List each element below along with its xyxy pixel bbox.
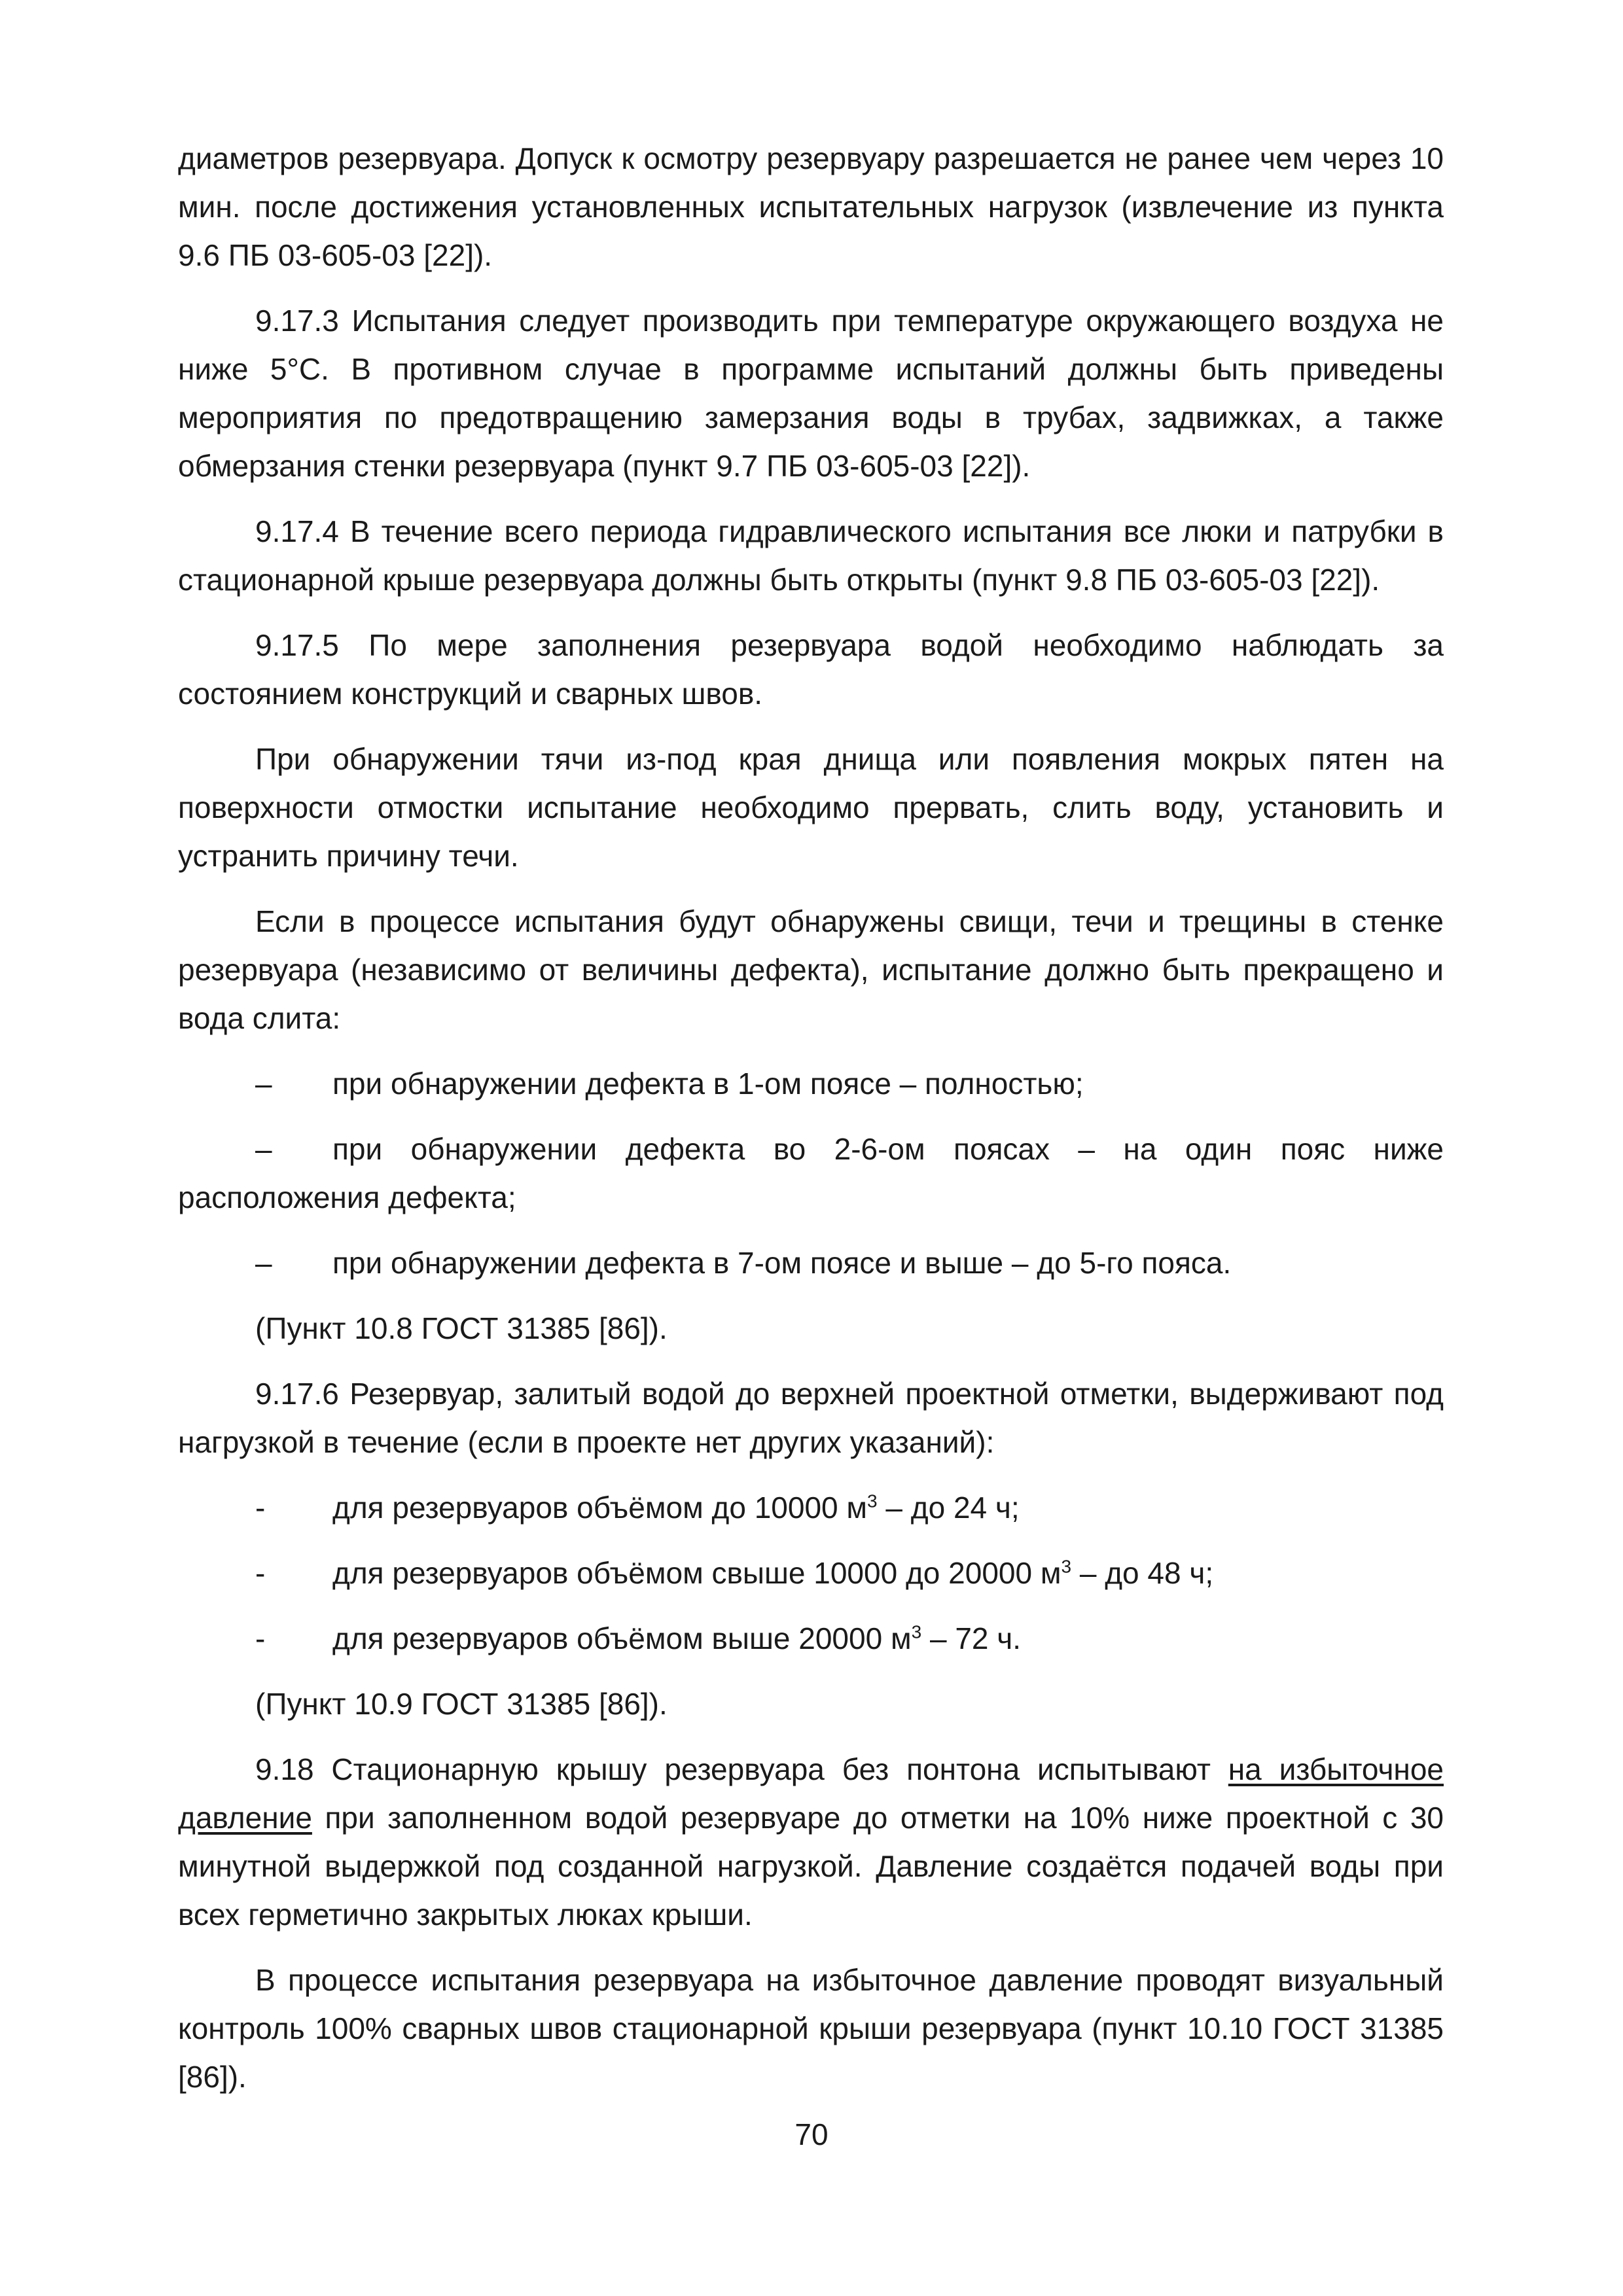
page-number: 70 [794, 2117, 829, 2151]
list-item-text: для резервуаров объёмом свыше 10000 до 20000 м [332, 1556, 1061, 1590]
reference-10-8: (Пункт 10.8 ГОСТ 31385 [86]). [255, 1311, 668, 1345]
list-item-text: при обнаружении дефекта в 1-ом поясе – полностью; [332, 1067, 1084, 1101]
paragraph-leak-detection: При обнаружении тячи из-под края днища или появления мокрых пятен на поверхности отмостки испытание необходимо прервать, слить воду, установить и устранить причину течи. [178, 742, 1444, 873]
paragraph-9-18 [178, 1745, 1444, 1939]
list-item-defect-3 [178, 1239, 1444, 1287]
list-item-volume-1 [178, 1483, 1444, 1532]
superscript-3: 3 [1061, 1556, 1072, 1577]
paragraph-9-18-start: 9.18 Стационарную крышу резервуара без понтона испытывают [255, 1752, 1228, 1786]
list-marker: - [255, 1621, 266, 1655]
list-item-text: для резервуаров объёмом до 10000 м [332, 1491, 868, 1525]
paragraph-9-17-6: 9.17.6 Резервуар, залитый водой до верхней проектной отметки, выдерживают под нагрузкой в течение (если в проекте нет других указаний): [178, 1377, 1444, 1459]
document-body [178, 134, 1444, 2118]
list-item-text: при обнаружении дефекта в 7-ом поясе и выше – до 5-го пояса. [332, 1246, 1232, 1280]
paragraph-9-18-end: при заполненном водой резервуаре до отметки на 10% ниже проектной с 30 минутной выдержкой под созданной нагрузкой. Давление создаётся подачей воды при всех герметично закрытых люках крыши. [178, 1801, 1444, 1932]
list-item-tail: – до 24 ч; [877, 1491, 1020, 1525]
list-item-defect-2 [178, 1125, 1444, 1222]
paragraph-9-17-5: 9.17.5 По мере заполнения резервуара водой необходимо наблюдать за состоянием конструкций и сварных швов. [178, 628, 1444, 711]
reference-10-9: (Пункт 10.9 ГОСТ 31385 [86]). [255, 1687, 668, 1721]
list-item-text: при обнаружении дефекта во 2-6-ом поясах – на один пояс ниже расположения дефекта; [178, 1132, 1444, 1214]
list-marker: – [255, 1067, 272, 1101]
paragraph-9-17-4: 9.17.4 В течение всего периода гидравлического испытания все люки и патрубки в стационарной крыше резервуара должны быть открыты (пункт 9.8 ПБ 03-605-03 [22]). [178, 514, 1444, 597]
list-marker: – [255, 1246, 272, 1280]
list-marker: – [255, 1132, 272, 1166]
paragraph-continuation: диаметров резервуара. Допуск к осмотру резервуару разрешается не ранее чем через 10 мин. после достижения установленных испытательных нагрузок (извлечение из пункта 9.6 ПБ 03-605-03 [22]). [178, 141, 1444, 272]
paragraph-defects-intro: Если в процессе испытания будут обнаружены свищи, течи и трещины в стенке резервуара (независимо от величины дефекта), испытание должно быть прекращено и вода слита: [178, 904, 1444, 1035]
list-item-tail: – 72 ч. [921, 1621, 1022, 1655]
paragraph-9-17-3: 9.17.3 Испытания следует производить при температуре окружающего воздуха не ниже 5°С. В противном случае в программе испытаний должны быть приведены мероприятия по предотвращению замерзания воды в трубах, задвижках, а также обмерзания стенки резервуара (пункт 9.7 ПБ 03-605-03 [22]). [178, 304, 1444, 483]
underlined-term: на избыточное давление [178, 1752, 1444, 1835]
paragraph-visual-control: В процессе испытания резервуара на избыточное давление проводят визуальный контроль 100% сварных швов стационарной крыши резервуара (пункт 10.10 ГОСТ 31385 [86]). [178, 1963, 1444, 2094]
list-item-volume-2 [178, 1549, 1444, 1597]
superscript-3: 3 [911, 1621, 922, 1642]
list-item-tail: – до 48 ч; [1071, 1556, 1214, 1590]
superscript-3: 3 [867, 1491, 878, 1511]
list-item-volume-3 [178, 1614, 1444, 1663]
list-item-defect-1 [178, 1059, 1444, 1108]
list-item-text: для резервуаров объёмом выше 20000 м [332, 1621, 912, 1655]
list-marker: - [255, 1491, 266, 1525]
list-marker: - [255, 1556, 266, 1590]
